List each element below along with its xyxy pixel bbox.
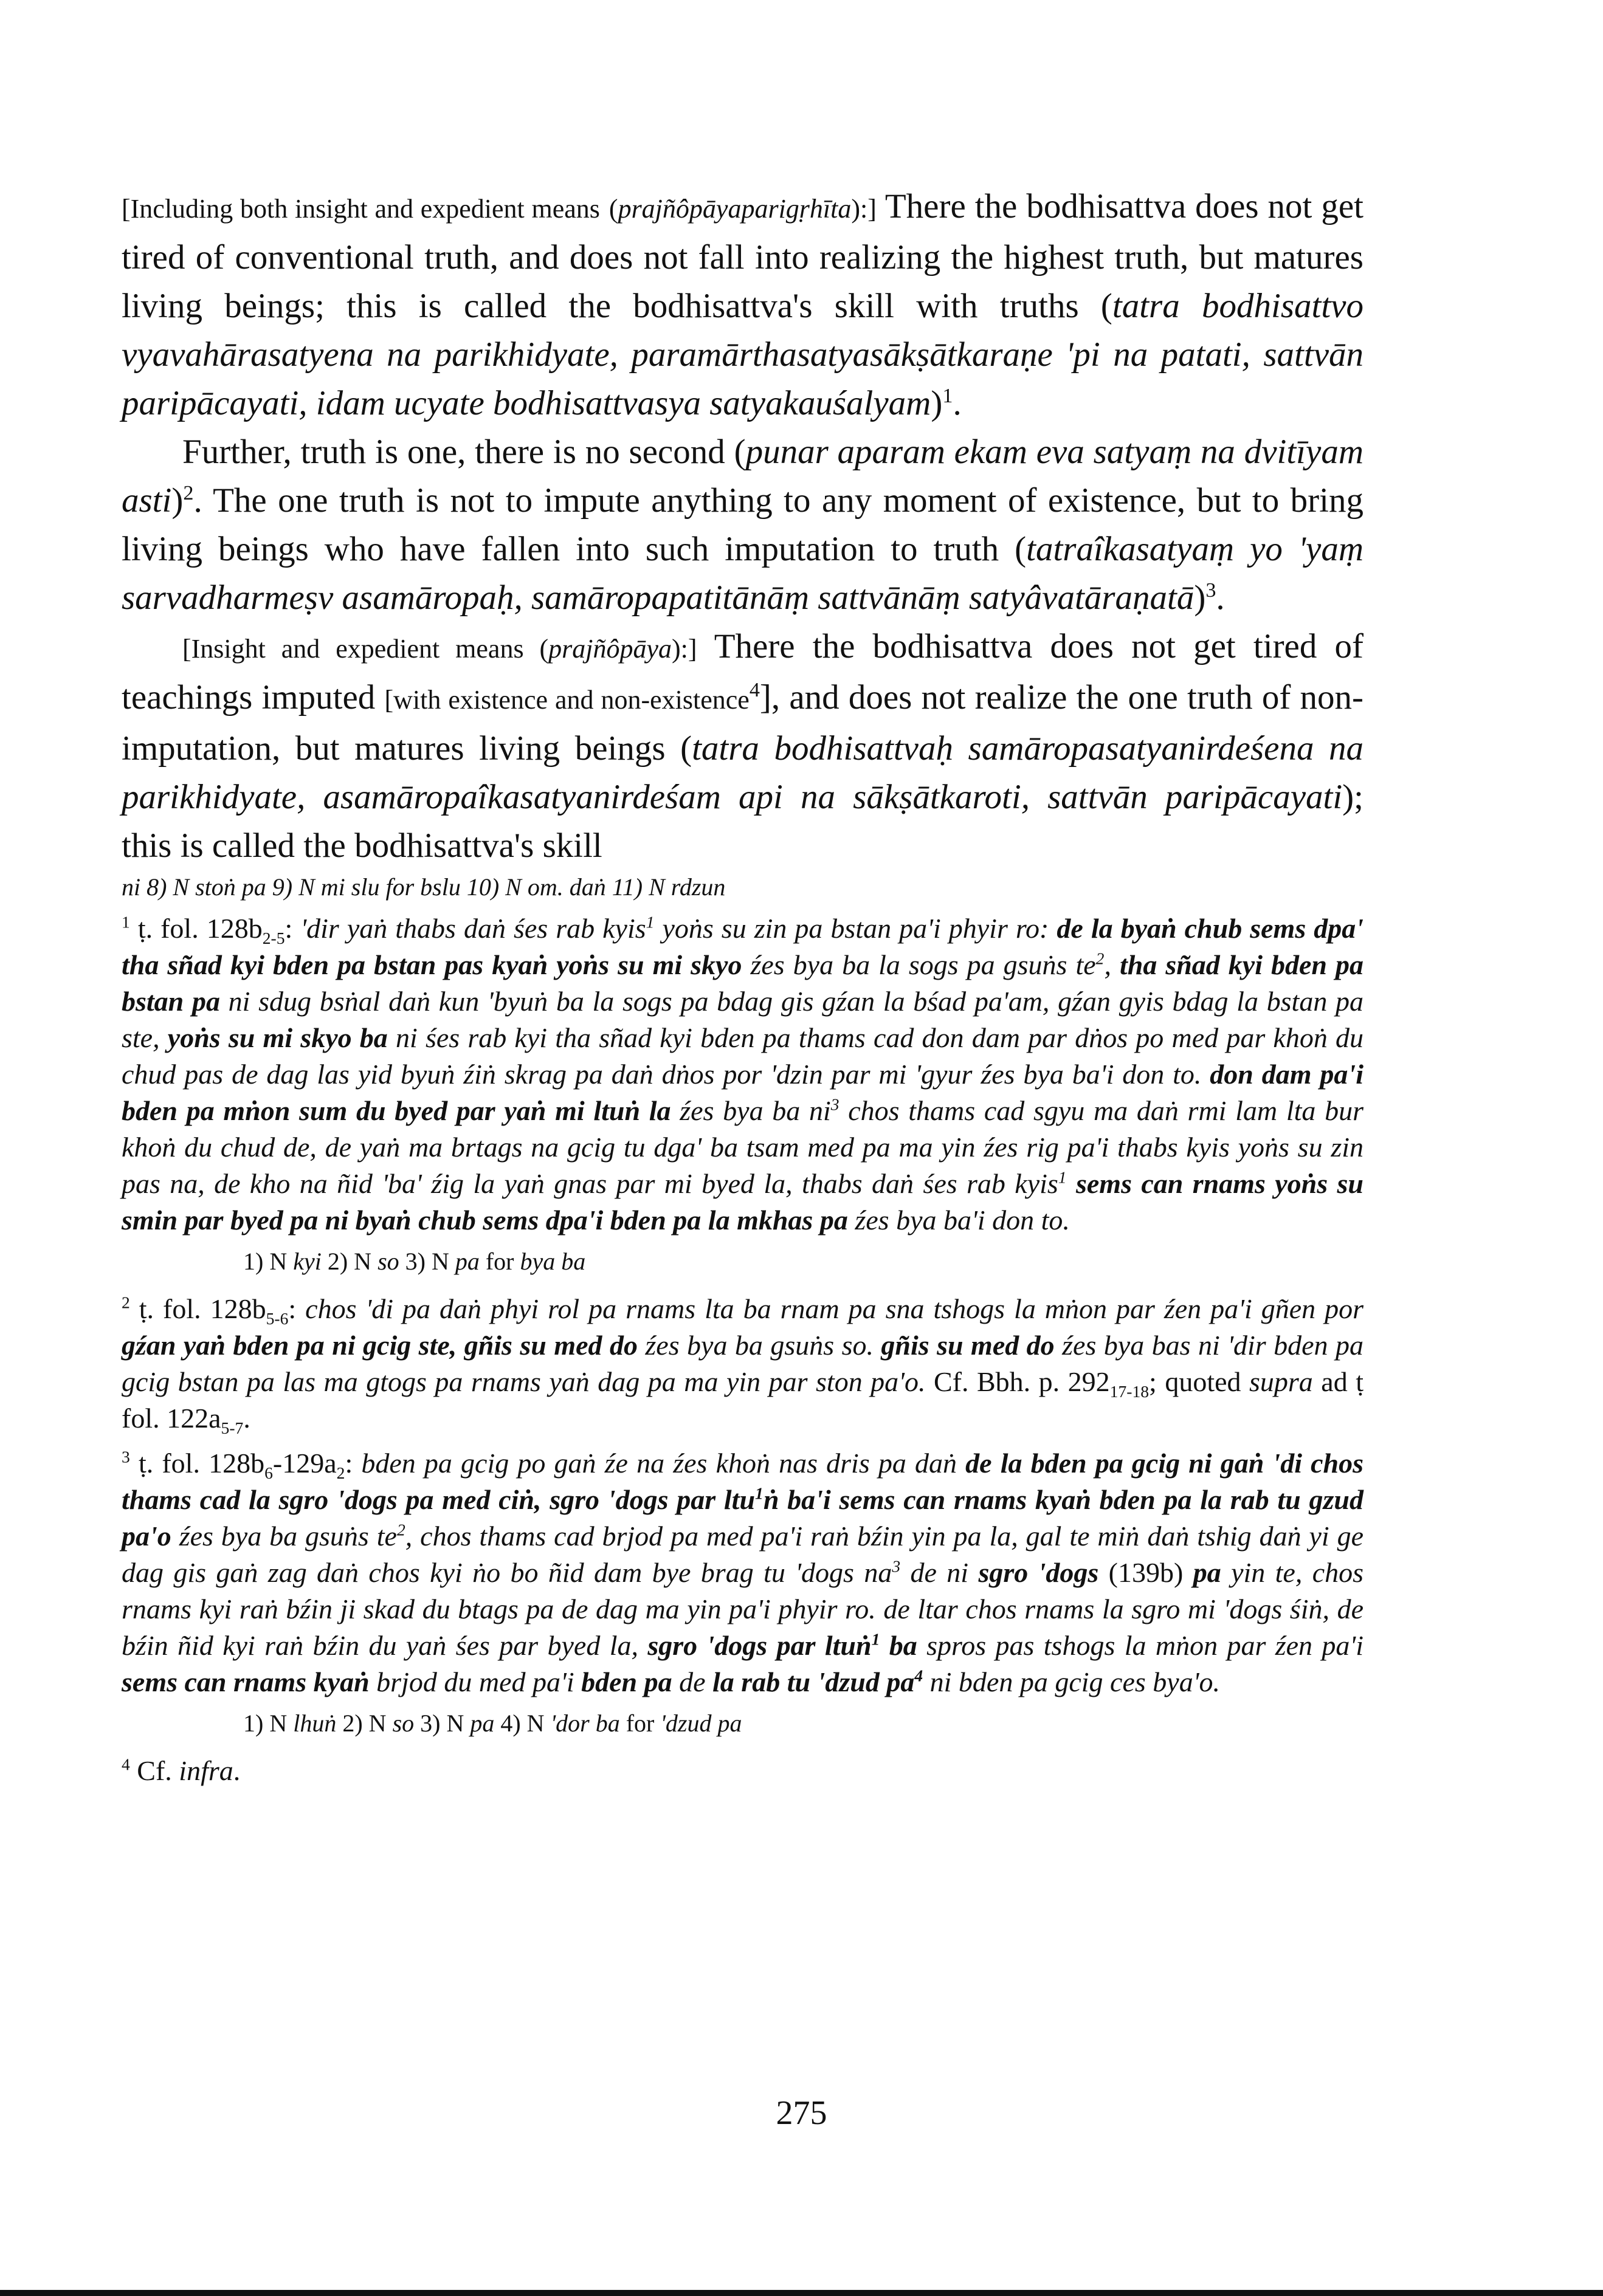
footnote-reference: ṭ. fol. 128b	[137, 913, 263, 944]
footnote-term: infra	[179, 1755, 233, 1786]
editorial-insert: [Including both insight and expedient means	[122, 194, 600, 224]
footnote-reference: ṭ. fol. 128b	[138, 1448, 265, 1479]
paragraph-text: . The one truth is not to impute anything to any moment of existence, but to bring living beings who have fallen into such imputation to truth (	[122, 481, 1363, 568]
footnote-ref: 2	[183, 482, 194, 504]
sanskrit-quote: punar aparam ekam eva satyaṃ na dvitīyam asti	[122, 433, 1363, 520]
paragraph-text: There the bodhisattva does not get tired of teachings imputed	[122, 627, 1363, 717]
footnote-text: 'dir yaṅ thabs daṅ śes rab kyis$^1$ yoṅs su zin pa bstan pa'i phyir ro: de la byaṅ chub sems dpa' tha sñad kyi bden pa bstan pas kyaṅ yoṅs su mi skyo źes bya ba la sogs pa gsuṅs $te^2$, tha sñad kyi bden pa bstan pa ni sdug bsṅal daṅ kun 'byuṅ ba la sogs pa bdag gis gźan la bśad pa'am, gźan gyis bdag la bstan pa ste, yoṅs su mi skyo ba ni śes rab kyi tha sñad kyi bden pa thams cad don dam par dṅos po med par khoṅ du chud pas de dag las yid byuṅ źiṅ skrag pa daṅ dṅos por 'dzin par mi 'gyur źes bya ba'i don to. don dam pa'i bden pa mṅon sum du byed par yaṅ mi ltuṅ la źes bya ba $ni^3$ chos thams cad sgyu ma daṅ rmi lam lta bur khoṅ du chud de, de yaṅ ma brtags na gcig tu dga' ba tsam med pa ma yin źes rig pa'i thabs kyis yoṅs su zin pas na, de kho na ñid 'ba' źig la yaṅ gnas par mi byed la, thabs daṅ śes rab kyis$^1$ sems can rnams yoṅs su smin par byed pa ni byaṅ chub sems dpa'i bden pa la mkhas pa źes bya ba'i don to.	[122, 912, 1364, 1236]
paragraph-3: [Insight and expedient means (prajñôpāya):] There the bodhisattva does not get tired of teachings imputed [with existence and non-existence$^4$], and does not realize the one truth of non-imputation, but matures living beings (tatra bodhisattvaḥ samāropasatyanirdeśena na parikhidyate, asamāropaîkasatyanirdeśam api na sākṣātkaroti, sattvān paripācayati); this is called the bodhisattva's skill	[122, 627, 1364, 865]
sanskrit-quote: tatra bodhisattvaḥ samāropasatyanirdeśena na parikhidyate, asamāropaîkasatyanirdeśam api na sākṣātkaroti, sattvān paripācayati	[122, 729, 1363, 816]
footnote-ref: 4	[749, 679, 760, 701]
page-body	[122, 182, 1363, 1795]
footnote-text: bden pa gcig po gaṅ źe na źes khoṅ nas dris pa daṅ de la bden pa gcig ni gaṅ 'di chos thams cad la sgro 'dogs pa med ciṅ, sgro 'dogs par ltu$^1$ṅ ba'i sems can rnams kyaṅ bden pa la rab tu gzud pa'o źes bya ba gsuṅs $te^2$, chos thams cad brjod pa med pa'i raṅ bźin yin pa la, gal te miṅ daṅ tshig daṅ yi ge dag gis gaṅ zag daṅ chos kyi ṅo bo ñid dam bye brag tu 'dogs $na^3$ de ni sgro 'dogs (139b) pa yin te, chos rnams kyi raṅ bźin ji skad du btags pa de dag ma yin pa'i phyir ro. de ltar chos rnams la sgro mi 'dogs śiṅ, de bźin ñid kyi raṅ bźin du yaṅ śes par byed la, sgro 'dogs par ltuṅ$^1$ ba spros pas tshogs la mṅon par źen pa'i sems can rnams kyaṅ brjod du med pa'i bden pa de la rab tu 'dzud $pa^4$ ni bden pa gcig ces bya'o.	[122, 1448, 1364, 1697]
footnote-number: 2	[122, 1293, 130, 1312]
footnote-3: $^3$ ṭ. fol. $128b_6-129a_2$: bden pa gcig po gaṅ źe na źes khoṅ nas dris pa daṅ de la bden pa gcig ni gaṅ 'di chos thams cad la sgro 'dogs pa med ciṅ, sgro 'dogs par ltu$^1$ṅ ba'i sems can rnams kyaṅ bden pa la rab tu gzud pa'o źes bya ba gsuṅs $te^2$, chos thams cad brjod pa med pa'i raṅ bźin yin pa la, gal te miṅ daṅ tshig daṅ yi ge dag gis gaṅ zag daṅ chos kyi ṅo bo ñid dam bye brag tu 'dogs $na^3$ de ni sgro 'dogs (139b) pa yin te, chos rnams kyi raṅ bźin ji skad du btags pa de dag ma yin pa'i phyir ro. de ltar chos rnams la sgro mi 'dogs śiṅ, de bźin ñid kyi raṅ bźin du yaṅ śes par byed la, sgro 'dogs par ltuṅ$^1$ ba spros pas tshogs la mṅon par źen pa'i sems can rnams kyaṅ brjod du med pa'i bden pa de la rab tu 'dzud $pa^4$ ni bden pa gcig ces bya'o.	[122, 1447, 1364, 1697]
footnote-text: chos 'di pa daṅ phyi rol pa rnams lta ba rnam pa sna tshogs la mṅon par źen pa'i gñen por gźan yaṅ bden pa ni gcig ste, gñis su med do źes bya ba gsuṅs so. gñis su med do źes bya bas ni 'dir bden pa gcig bstan pa las ma gtogs pa rnams yaṅ dag pa ma yin par ston pa'o. Cf. Bbh. p. $292_{17-18}$; quoted supra ad ṭ fol. $122a_{5-7}$.	[122, 1293, 1364, 1438]
footnote-1: $^1$ ṭ. fol. $128b_{2-5}$: 'dir yaṅ thabs daṅ śes rab kyis$^1$ yoṅs su zin pa bstan pa'i phyir ro: de la byaṅ chub sems dpa' tha sñad kyi bden pa bstan pas kyaṅ yoṅs su mi skyo źes bya ba la sogs pa gsuṅs $te^2$, tha sñad kyi bden pa bstan pa ni sdug bsṅal daṅ kun 'byuṅ ba la sogs pa bdag gis gźan la bśad pa'am, gźan gyis bdag la bstan pa ste, yoṅs su mi skyo ba ni śes rab kyi tha sñad kyi bden pa thams cad don dam par dṅos po med par khoṅ du chud pas de dag las yid byuṅ źiṅ skrag pa daṅ dṅos por 'dzin par mi 'gyur źes bya ba'i don to. don dam pa'i bden pa mṅon sum du byed par yaṅ mi ltuṅ la źes bya ba $ni^3$ chos thams cad sgyu ma daṅ rmi lam lta bur khoṅ du chud de, de yaṅ ma brtags na gcig tu dga' ba tsam med pa ma yin źes rig pa'i thabs kyis yoṅs su zin pas na, de kho na ñid 'ba' źig la yaṅ gnas par mi byed la, thabs daṅ śes rab kyis$^1$ sems can rnams yoṅs su smin par byed pa ni byaṅ chub sems dpa'i bden pa la mkhas pa źes bya ba'i don to.	[122, 912, 1364, 1236]
footnote-number: 4	[122, 1755, 130, 1774]
bottom-scan-edge	[0, 2290, 1603, 2296]
footnote-ref: 3	[1205, 579, 1216, 602]
paragraph-text: There the bodhisattva does not get tired of conventional truth, and does not fall into realizing the highest truth, but matures living beings; this is called the bodhisattva's skill with truths (	[122, 187, 1364, 325]
footnote-number: 1	[122, 912, 130, 932]
footnote-ref: 1	[942, 385, 953, 407]
sanskrit-term: prajñôpāyaparigṛhīta	[618, 194, 852, 224]
paragraph-1: [Including both insight and expedient means (prajñôpāyaparigṛhīta):] There the bodhisattva does not get tired of conventional truth, and does not fall into realizing the highest truth, but matures living beings; this is called the bodhisattva's skill with truths (tatra bodhisattvo vyavahārasatyena na parikhidyate, paramārthasatyasākṣātkaraṇe 'pi na patati, sattvān paripācayati, idam ucyate bodhisattvasya satyakauśalyam)$^1$.	[122, 187, 1364, 422]
editorial-insert: [Insight and expedient means (	[182, 634, 549, 664]
footnote-number: 3	[122, 1447, 130, 1466]
footnote-3-variants: 1) N lhuṅ 2) N so 3) N pa 4) N 'dor ba for 'dzud pa	[243, 1710, 742, 1737]
footnotes	[122, 910, 1363, 1789]
sanskrit-quote: tatraîkasatyaṃ yo 'yaṃ sarvadharmeṣv asamāropaḥ, samāropapatitānāṃ sattvānāṃ satyâvatāraṇatā	[122, 530, 1363, 617]
paragraph-2: Further, truth is one, there is no second (punar aparam ekam eva satyaṃ na dvitīyam asti)$^2$. The one truth is not to impute anything to any moment of existence, but to bring living beings who have fallen into such imputation to truth (tatraîkasatyaṃ yo 'yaṃ sarvadharmeṣv asamāropaḥ, samāropapatitānāṃ sattvānāṃ satyâvatāraṇatā)$^3$.	[122, 433, 1363, 617]
sanskrit-term: prajñôpāya	[548, 634, 672, 664]
footnote-1-variants: 1) N kyi 2) N so 3) N pa for bya ba	[243, 1248, 586, 1275]
footnote-2: $^2$ ṭ. fol. $128b_{5-6}$: chos 'di pa daṅ phyi rol pa rnams lta ba rnam pa sna tshogs la mṅon par źen pa'i gñen por gźan yaṅ bden pa ni gcig ste, gñis su med do źes bya ba gsuṅs so. gñis su med do źes bya bas ni 'dir bden pa gcig bstan pa las ma gtogs pa rnams yaṅ dag pa ma yin par ston pa'o. Cf. Bbh. p. $292_{17-18}$; quoted supra ad ṭ fol. $122a_{5-7}$.	[122, 1293, 1364, 1438]
footnote-4: $^4$ Cf. infra.	[122, 1755, 241, 1786]
footnote-text: Cf.	[137, 1755, 179, 1786]
footnote-reference: ṭ. fol. 128b	[139, 1293, 266, 1324]
page-number: 275	[776, 2094, 827, 2132]
paragraph-text: , and does not realize the one truth of non-imputation, but matures living beings (	[122, 678, 1364, 768]
paragraph-text: ); this is called the bodhisattva's skill	[122, 778, 1363, 865]
carryover-variants: ni 8) N stoṅ pa 9) N mi slu for bslu 10) N om. daṅ 11) N rdzun	[122, 873, 726, 901]
editorial-insert: [with existence and non-existence	[384, 685, 750, 715]
paragraph-text: Further, truth is one, there is no second (	[182, 433, 746, 471]
sanskrit-quote: tatra bodhisattvo vyavahārasatyena na parikhidyate, paramārthasatyasākṣātkaraṇe 'pi na patati, sattvān paripācayati, idam ucyate bodhisattvasya satyakauśalyam	[122, 287, 1363, 422]
